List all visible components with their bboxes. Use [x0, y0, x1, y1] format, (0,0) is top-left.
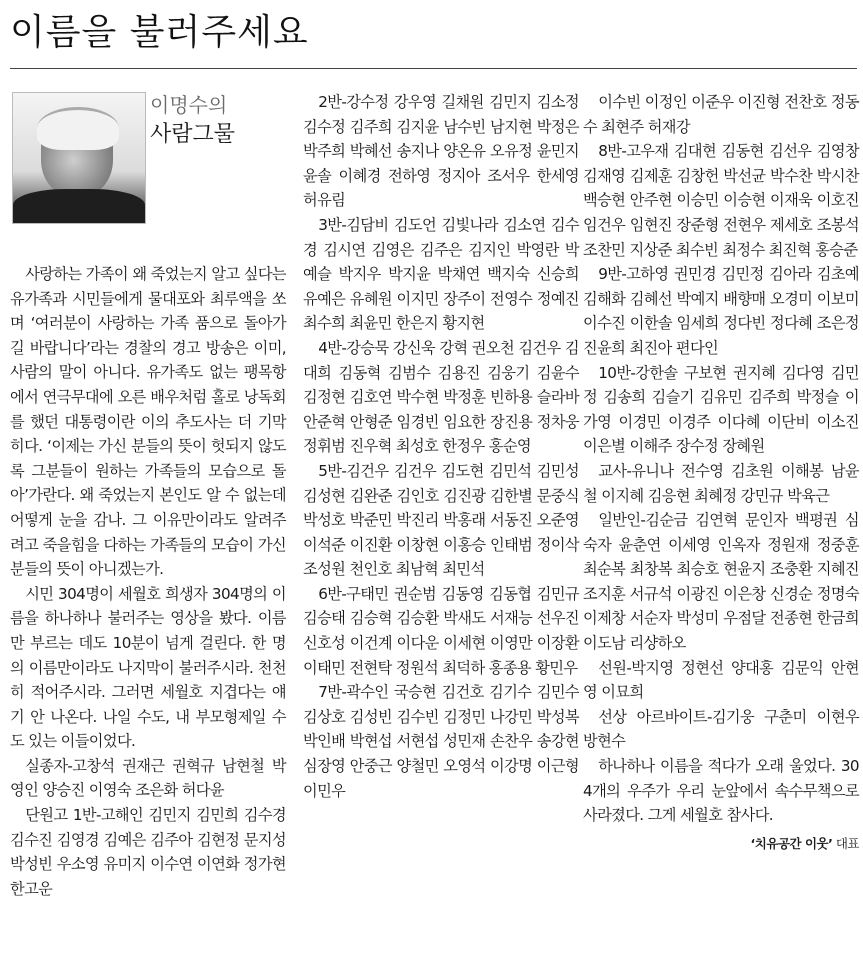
column-name: 사람그물 — [150, 122, 236, 147]
paragraph: 9반-고하영 권민경 김민정 김아라 김초예 김해화 김혜선 박예지 배향매 오경미 이보미 이수진 이한솔 임세희 정다빈 정다혜 조은정 진윤희 최진아 편다인 — [583, 265, 859, 357]
paragraph: 3반-김담비 김도언 김빛나라 김소연 김수경 김시연 김영은 김주은 김지인 박영란 박예슬 박지우 박지윤 박채연 백지숙 신승희 유예은 유혜원 이지민 장주이 전영수 정예진 최수희 최윤민 한은지 황지현 — [303, 215, 579, 333]
author-name: 이명수의 — [150, 93, 228, 117]
paragraph: 시민 304명이 세월호 희생자 304명의 이름을 하나하나 불러주는 영상을 봤다. 이름만 부르는 데도 10분이 넘게 걸린다. 한 명의 이름만이라도 나지막이 불러주시라. 천천히 적어주시라. 그러면 세월호 지겹다는 얘기 안 나온다. 나일 수도, 내 부모형제일 수도 있는 이들이었다. — [10, 584, 286, 751]
paragraph: 4반-강승묵 강신욱 강혁 권오천 김건우 김대희 김동혁 김범수 김용진 김웅기 김윤수 김정현 김호연 박수현 박정훈 빈하용 슬라바 안준혁 안형준 임경빈 임요한 장진용 정차웅 정휘범 진우혁 최성호 한정우 홍순영 — [303, 338, 579, 456]
headline-rule — [10, 68, 857, 69]
author-photo-hair — [37, 107, 119, 150]
paragraph: 일반인-김순금 김연혁 문인자 백평권 심숙자 윤춘연 이세영 인옥자 정원재 정중훈 최순복 최창복 최승호 현윤지 조충환 지혜진 조지훈 서규석 이광진 이은창 신경순 정명숙 이제창 서순자 박성미 우점달 전종현 한금희 이도남 리샹하오 — [583, 511, 859, 653]
author-photo — [12, 92, 146, 224]
paragraph: 실종자-고창석 권재근 권혁규 남현철 박영인 양승진 이영숙 조은화 허다윤 — [10, 756, 286, 800]
paragraph: 하나하나 이름을 적다가 오래 울었다. 304개의 우주가 우리 눈앞에서 속수무책으로 사라졌다. 그게 세월호 참사다. — [583, 757, 859, 825]
text-column-2 — [303, 90, 579, 803]
author-photo-body — [13, 189, 145, 224]
author-credit — [583, 832, 859, 857]
paragraph: 5반-김건우 김건우 김도현 김민석 김민성 김성현 김완준 김인호 김진광 김한별 문중식 박성호 박준민 박진리 박홍래 서동진 오준영 이석준 이진환 이창현 이홍승 인태범 정이삭 조성원 천인호 최남혁 최민석 — [303, 461, 579, 579]
paragraph: 선원-박지영 정현선 양대홍 김문익 안현영 이묘희 — [583, 658, 859, 702]
paragraph: 사랑하는 가족이 왜 죽었는지 알고 싶다는 유가족과 시민들에게 물대포와 최루액을 쏘며 ‘여러분이 사랑하는 가족 품으로 돌아가길 바랍니다’라는 경찰의 경고 방송은 이미, 사람의 말이 아니다. 유가족도 없는 팽목항에서 연극무대에 오른 배우처럼 홀로 낭독회를 했던 대통령이란 이의 추도사는 더 기막히다. ‘이제는 가신 분들의 뜻이 헛되지 않도록 그분들이 원하는 가족들의 모습으로 돌아’가란다. 왜 죽었는지 본인도 알 수 없는데 어떻게 눈을 감나. 그 이유만이라도 알려주려고 죽을힘을 다하는 가족들의 모습이 가신 분들의 뜻이 아니겠는가. — [10, 265, 286, 579]
paragraph: 단원고 1반-고해인 김민지 김민희 김수경 김수진 김영경 김예은 김주아 김현정 문지성 박성빈 우소영 유미지 이수연 이연화 정가현 한고운 — [10, 806, 286, 898]
paragraph: 7반-곽수인 국승현 김건호 김기수 김민수 김상호 김성빈 김수빈 김정민 나강민 박성복 박인배 박현섭 서현섭 성민재 손찬우 송강현 심장영 안중근 양철민 오영석 이강명 이근형 이민우 — [303, 683, 579, 800]
paragraph: 10반-강한솔 구보현 권지혜 김다영 김민정 김송희 김슬기 김유민 김주희 박정슬 이가영 이경민 이경주 이다혜 이단비 이소진 이은별 이해주 장수정 장혜원 — [583, 363, 859, 456]
paragraph: 8반-고우재 김대현 김동현 김선우 김영창 김재영 김제훈 김창헌 박선균 박수찬 박시찬 백승현 안주현 이승민 이승현 이재욱 이호진 임건우 임현진 장준형 전현우 제세호 조봉석 조찬민 지상준 최수빈 최정수 최진혁 홍승준 — [583, 142, 859, 259]
headline: 이름을 불러주세요 — [10, 12, 309, 53]
text-column-1 — [10, 90, 286, 901]
text-column-3 — [583, 90, 859, 856]
paragraph: 6반-구태민 권순범 김동영 김동협 김민규 김승태 김승혁 김승환 박새도 서재능 선우진 신호성 이건계 이다운 이세현 이영만 이장환 이태민 전현탁 정원석 최덕하 홍종용 황민우 — [303, 584, 579, 677]
byline — [10, 90, 286, 262]
credit-role: 대표 — [835, 835, 859, 851]
paragraph: 선상 아르바이트-김기웅 구춘미 이현우 방현수 — [583, 707, 859, 751]
paragraph: 이수빈 이정인 이준우 이진형 전찬호 정동수 최현주 허재강 — [583, 93, 859, 136]
paragraph: 교사-유니나 전수영 김초원 이해봉 남윤철 이지혜 김응현 최혜정 강민규 박육근 — [583, 461, 859, 505]
credit-org: ‘치유공간 이웃’ — [750, 835, 833, 851]
paragraph: 2반-강수정 강우영 길채원 김민지 김소정 김수정 김주희 김지윤 남수빈 남지현 박정은 박주희 박혜선 송지나 양온유 오유정 윤민지 윤솔 이혜경 전하영 정지아 조서우 한세영 허유림 — [303, 93, 579, 210]
